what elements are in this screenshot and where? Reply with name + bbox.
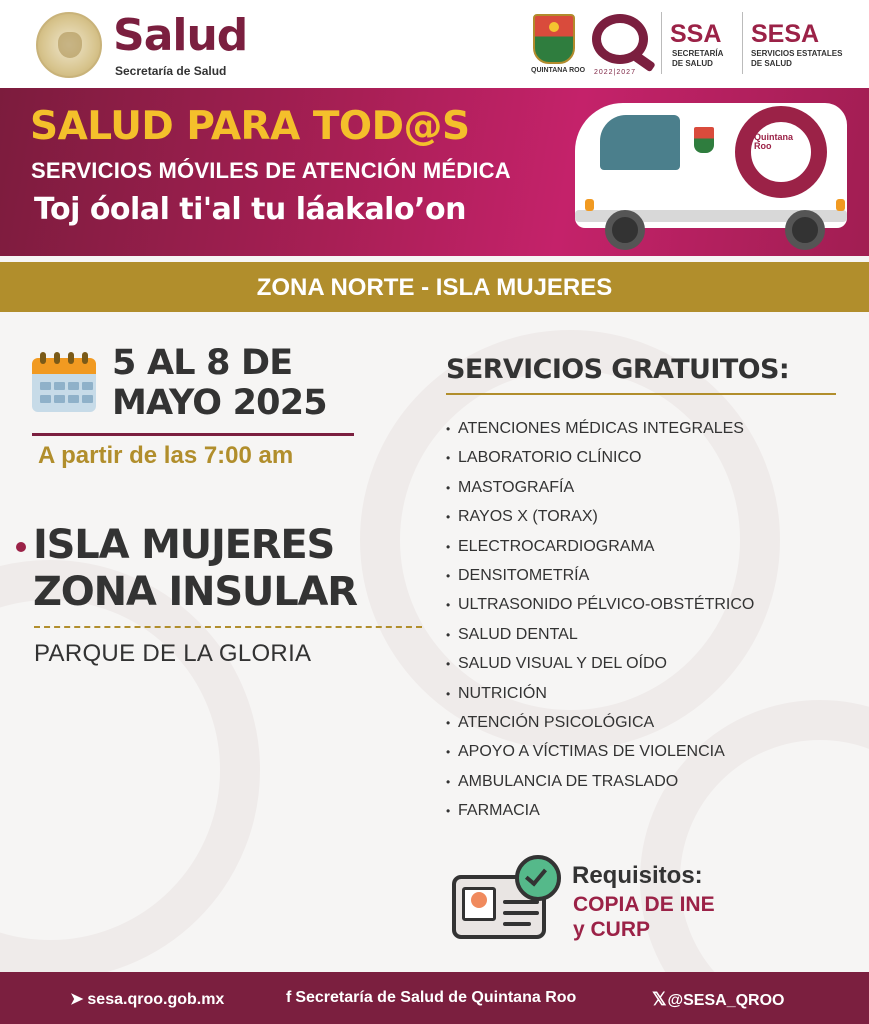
event-date-line: 5 AL 8 DE [112,343,293,383]
footer-website[interactable] [70,989,224,1009]
ssa-name: SECRETARÍA DE SALUD [672,49,724,68]
background-watermark [0,560,260,980]
van-q-swirl-icon [735,106,827,198]
facebook-link[interactable]: Secretaría de Salud de Quintana Roo [295,989,577,1006]
list-item: • SALUD DENTAL [446,620,846,649]
id-text-line [503,911,539,915]
van-wheel [785,210,825,250]
state-shield-label: QUINTANA ROO [531,67,586,74]
requirement-line: COPIA DE INE [573,893,715,916]
list-item: • FARMACIA [446,796,846,825]
list-item: • NUTRICIÓN [446,679,846,708]
quintana-roo-shield-icon [533,14,575,64]
event-location-line: ISLA MUJERES [33,522,335,568]
header-divider [742,12,743,74]
bullet-icon [16,542,26,552]
ssa-acronym: SSA [670,20,722,48]
brand-subtitle: Secretaría de Salud [115,64,227,78]
id-text-line [503,922,531,926]
van-shield-icon [694,127,714,153]
banner-subtitle: SERVICIOS MÓVILES DE ATENCIÓN MÉDICA [31,158,511,183]
list-item: • ATENCIONES MÉDICAS INTEGRALES [446,414,846,443]
list-item: • DENSITOMETRÍA [446,561,846,590]
event-location-line: ZONA INSULAR [33,569,357,615]
header-divider [661,12,662,74]
facebook-icon: f [286,989,292,1006]
divider [32,433,354,436]
van-wheel [605,210,645,250]
list-item: • SALUD VISUAL Y DEL OÍDO [446,649,846,678]
list-item: • RAYOS X (TORAX) [446,502,846,531]
list-item: • AMBULANCIA DE TRASLADO [446,767,846,796]
q-logo-icon [592,14,648,64]
coat-of-arms-icon [36,12,102,78]
list-item: • ULTRASONIDO PÉLVICO-OBSTÉTRICO [446,590,846,619]
list-item: • ATENCIÓN PSICOLÓGICA [446,708,846,737]
services-list [446,414,846,825]
cursor-icon: ➤ [70,991,84,1008]
van-lamp [836,199,845,211]
footer-facebook[interactable] [286,989,576,1007]
divider [34,626,422,628]
list-item: • ELECTROCARDIOGRAMA [446,532,846,561]
website-link[interactable]: sesa.qroo.gob.mx [87,991,225,1008]
sesa-name: SERVICIOS ESTATALES DE SALUD [751,49,843,68]
event-time: A partir de las 7:00 am [38,442,294,469]
x-icon: 𝕏 [652,989,667,1009]
requirements-title: Requisitos: [572,862,703,889]
zone-label: ZONA NORTE - ISLA MUJERES [256,274,613,301]
van-window [600,115,680,170]
event-place: PARQUE DE LA GLORIA [34,640,312,667]
divider [446,393,836,395]
event-date-line: MAYO 2025 [112,383,327,423]
requirement-line: y CURP [573,918,651,941]
brand-title: Salud [113,10,248,61]
banner-maya-line: Toj óolal ti'al tu láakalo’on [34,192,466,227]
calendar-icon [32,352,96,412]
van-lamp [585,199,594,211]
van-logo-text: Quintana Roo [754,132,794,151]
list-item: • LABORATORIO CLÍNICO [446,443,846,472]
q-logo-years: 2022|2027 [594,69,636,76]
footer-x[interactable] [652,989,784,1010]
person-icon [471,892,487,908]
x-handle-link[interactable]: @SESA_QROO [667,992,785,1009]
banner-title: SALUD PARA TOD@S [30,104,470,149]
list-item: • APOYO A VÍCTIMAS DE VIOLENCIA [446,737,846,766]
sesa-acronym: SESA [751,20,820,48]
services-title: SERVICIOS GRATUITOS: [446,354,790,385]
list-item: • MASTOGRAFÍA [446,473,846,502]
